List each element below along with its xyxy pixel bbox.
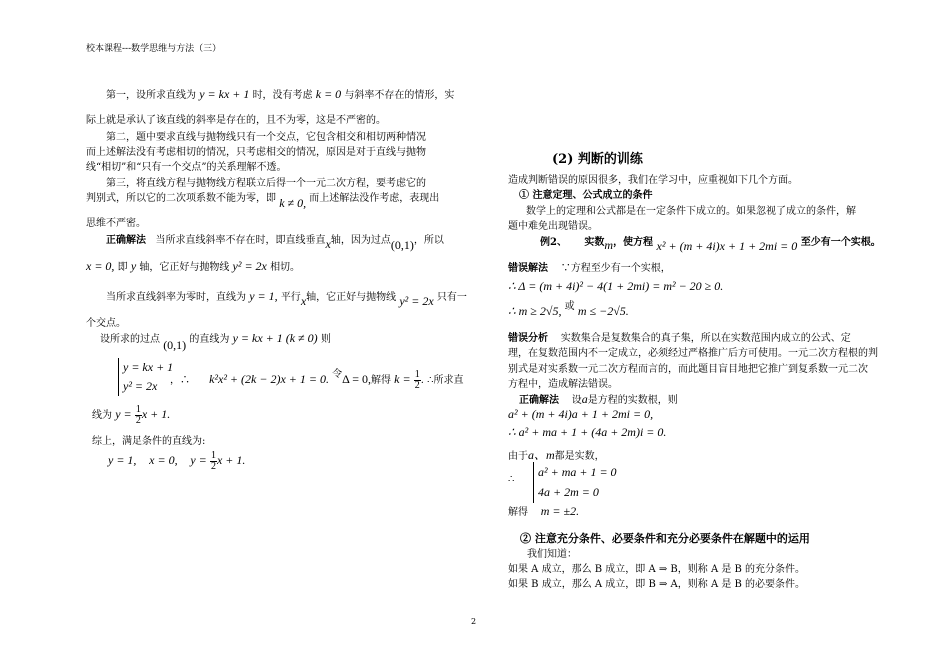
system-eq-1: y = kx + 1 — [123, 360, 174, 374]
example-2 — [540, 233, 881, 253]
text: ，使方程 — [613, 237, 654, 248]
text: 与斜率不存在的情形，实 — [344, 90, 455, 101]
fraction-one-half — [210, 451, 217, 472]
text: 轴，它正好与抛物线 — [306, 292, 397, 303]
formula: x² + (m + 4i)x + 1 + 2mi = 0 — [656, 239, 798, 253]
condition-necessary: 如果 B 成立，那么 A 成立，即 B ⇒ A，则称 A 是 B 的必要条件。 — [508, 579, 806, 590]
denominator: 2 — [210, 461, 216, 472]
wrong-eq-1: ∴ Δ = (m + 4i)² − 4(1 + 2mi) = m² − 20 ≥ 0. — [508, 279, 724, 293]
formula: x — [325, 237, 331, 251]
text: 都是实数， — [554, 451, 605, 462]
system-brace — [533, 462, 617, 503]
example-label: 例2、 — [540, 237, 567, 248]
text-line: 题中难免出现错误。 — [508, 221, 598, 232]
formula: x = 0, — [86, 259, 115, 273]
text: . ∴所求直 — [420, 375, 464, 386]
formula: a、m — [528, 448, 555, 462]
numerator: 1 — [210, 450, 216, 461]
formula: a — [581, 392, 588, 406]
formula: y = — [115, 407, 132, 421]
formula: y² = 2x — [399, 294, 434, 308]
text-line: 第三，将直线方程与抛物线方程联立后得一个一元二次方程，要考虑它的 — [106, 178, 426, 189]
formula: x — [300, 294, 307, 308]
text: 解得 — [508, 507, 528, 518]
condition-sufficient: 如果 A 成立，那么 B 成立，即 A ⇒ B，则称 A 是 B 的充分条件。 — [508, 564, 806, 575]
text-line: 线“相切”和“只有一个交点”的关系理解不透。 — [86, 162, 287, 173]
text-line: 方程中，造成解法错误。 — [508, 379, 618, 390]
error-analysis — [508, 329, 851, 344]
text: 轴，它正好与抛物线 — [139, 262, 230, 273]
formula: k ≠ 0, — [279, 196, 307, 210]
text: 线为 — [92, 410, 112, 421]
text-line: 我们知道： — [527, 549, 577, 560]
formula: y = kx + 1 — [199, 87, 250, 101]
text: 即 — [117, 262, 128, 273]
text-line: 个交点。 — [86, 318, 126, 329]
section-label: 错误分析 — [508, 333, 548, 344]
wrong-solution — [508, 259, 671, 274]
section-label: 正确解法 — [519, 395, 559, 406]
text-line: 第二，题中要求直线与抛物线只有一个交点，它包含相交和相切两种情况 — [106, 132, 426, 143]
final-result — [508, 503, 579, 519]
correct-eq-2: ∴ a² + ma + 1 + (4a + 2m)i = 0. — [508, 425, 667, 439]
formula: y — [130, 259, 137, 273]
text: 只有一 — [436, 292, 467, 303]
system-result — [170, 370, 464, 391]
fraction-one-half — [414, 370, 421, 391]
numerator: 1 — [135, 404, 141, 415]
text: 解得 — [370, 375, 391, 386]
page-number: 2 — [471, 617, 477, 626]
system-eq-1: a² + ma + 1 = 0 — [538, 465, 617, 479]
text-line: 别式是对实系数一元二次方程而言的，而此题目盲目地把它推广到复系数一元二次 — [508, 364, 868, 375]
text: 设 — [571, 395, 582, 406]
denominator: 2 — [414, 380, 420, 391]
formula: y² = 2x — [232, 259, 267, 273]
formula: k²x² + (2k − 2)x + 1 = 0. — [209, 372, 329, 386]
section-label: 正确解法 — [106, 235, 146, 246]
numerator: 1 — [414, 369, 420, 380]
text: 轴，因为过点 — [330, 235, 391, 246]
text: ∵方程至少有一个实根， — [560, 263, 671, 274]
fraction-one-half — [135, 405, 142, 426]
text: 当所求直线斜率为零时，直线为 — [106, 292, 246, 303]
text: 实数集合是复数集合的真子集，所以在实数范围内成立的公式、定 — [560, 333, 851, 344]
formula: ∴ m ≥ 2√5, — [508, 304, 562, 318]
text-line: 思维不严密。 — [86, 218, 146, 229]
subheading-2: ② 注意充分条件、必要条件和充分必要条件在解题中的运用 — [520, 532, 810, 545]
summary-line: 综上，满足条件的直线为: — [92, 436, 206, 447]
text: 是方程的实数根，则 — [587, 395, 678, 406]
final-answers — [108, 451, 245, 472]
system-eq-2: 4a + 2m = 0 — [538, 485, 599, 500]
text: 至少有一个实根。 — [800, 237, 881, 248]
formula: y = kx + 1 (k ≠ 0) — [232, 331, 318, 345]
text: 实数 — [584, 237, 605, 248]
text: 平行 — [280, 292, 301, 303]
formula: (0,1) — [390, 238, 414, 252]
text: 时，没有考虑 — [252, 90, 313, 101]
text: 相切。 — [270, 262, 301, 273]
text-line: 理，在复数范围内不一定成立，必须经过严格推广后方可使用。一元二次方程根的判 — [508, 348, 878, 359]
text: 设所求的过点 — [100, 334, 160, 345]
formula: m = ±2. — [540, 504, 580, 518]
text: 由于 — [508, 451, 528, 462]
text: 当所求直线斜率不存在时，即直线垂直 — [155, 235, 326, 246]
correct-solution-line2 — [86, 258, 300, 274]
system-eq-2: y² = 2x — [123, 379, 158, 394]
correct-line-3 — [508, 446, 605, 463]
answer-1: y = 1, — [108, 453, 137, 467]
correct-eq-1: a² + (m + 4i)a + 1 + 2mi = 0, — [508, 407, 654, 421]
text: 则 — [320, 334, 331, 345]
text: 而上述解法没作考虑，表现出 — [309, 193, 440, 204]
text: 令 — [332, 369, 343, 380]
page-header: 校本课程---数学思维与方法（三） — [86, 44, 222, 54]
system-brace — [118, 358, 173, 396]
correct-solution-line1 — [106, 231, 444, 252]
line-result — [92, 405, 170, 426]
therefore-symbol: ∴ — [508, 474, 515, 485]
denominator: 2 — [135, 415, 141, 426]
text: 判别式，所以它的二次项系数不能为零，即 — [86, 193, 276, 204]
answer-2: x = 0, — [149, 453, 178, 467]
answer-3: y = — [190, 453, 207, 467]
formula: k = — [394, 372, 411, 386]
text-line: 数学上的定理和公式都是在一定条件下成立的。如果忽视了成立的条件，解 — [526, 206, 856, 217]
formula: x + 1. — [216, 453, 246, 467]
formula: y = 1, — [249, 289, 278, 303]
text-line: 际上就是承认了该直线的斜率是存在的，且不为零，这是不严密的。 — [86, 115, 386, 126]
text: ，所以 — [413, 235, 444, 246]
section-title: (2) 判断的训练 — [552, 152, 643, 167]
formula: m — [604, 238, 614, 252]
text-line: 而上述解法没有考虑相切的情况，只考虑相交的情况，原因是对于直线与抛物 — [86, 147, 426, 158]
text: 或 — [564, 301, 575, 312]
text-line: 造成判断错误的原因很多，我们在学习中，应重视如下几个方面。 — [508, 175, 798, 186]
section-label: 错误解法 — [508, 263, 548, 274]
correct-solution — [519, 391, 678, 407]
formula: x + 1. — [141, 407, 171, 421]
correct-solution-line4 — [100, 330, 331, 352]
subheading-1: ① 注意定理、公式成立的条件 — [519, 190, 653, 201]
text: 第一，设所求直线为 — [106, 90, 196, 101]
formula: Δ = 0, — [342, 372, 371, 386]
text: 的直线为 — [189, 334, 230, 345]
formula: (0,1) — [163, 338, 187, 352]
equation-system — [118, 358, 173, 396]
text: ，∴ — [170, 375, 190, 386]
formula: m ≤ −2√5. — [577, 304, 629, 318]
paragraph-third — [86, 189, 440, 210]
correct-solution-line3 — [106, 288, 467, 308]
equation-system-right — [533, 462, 617, 503]
paragraph-first — [106, 86, 454, 102]
wrong-eq-2 — [508, 303, 629, 319]
formula: k = 0 — [315, 87, 342, 101]
